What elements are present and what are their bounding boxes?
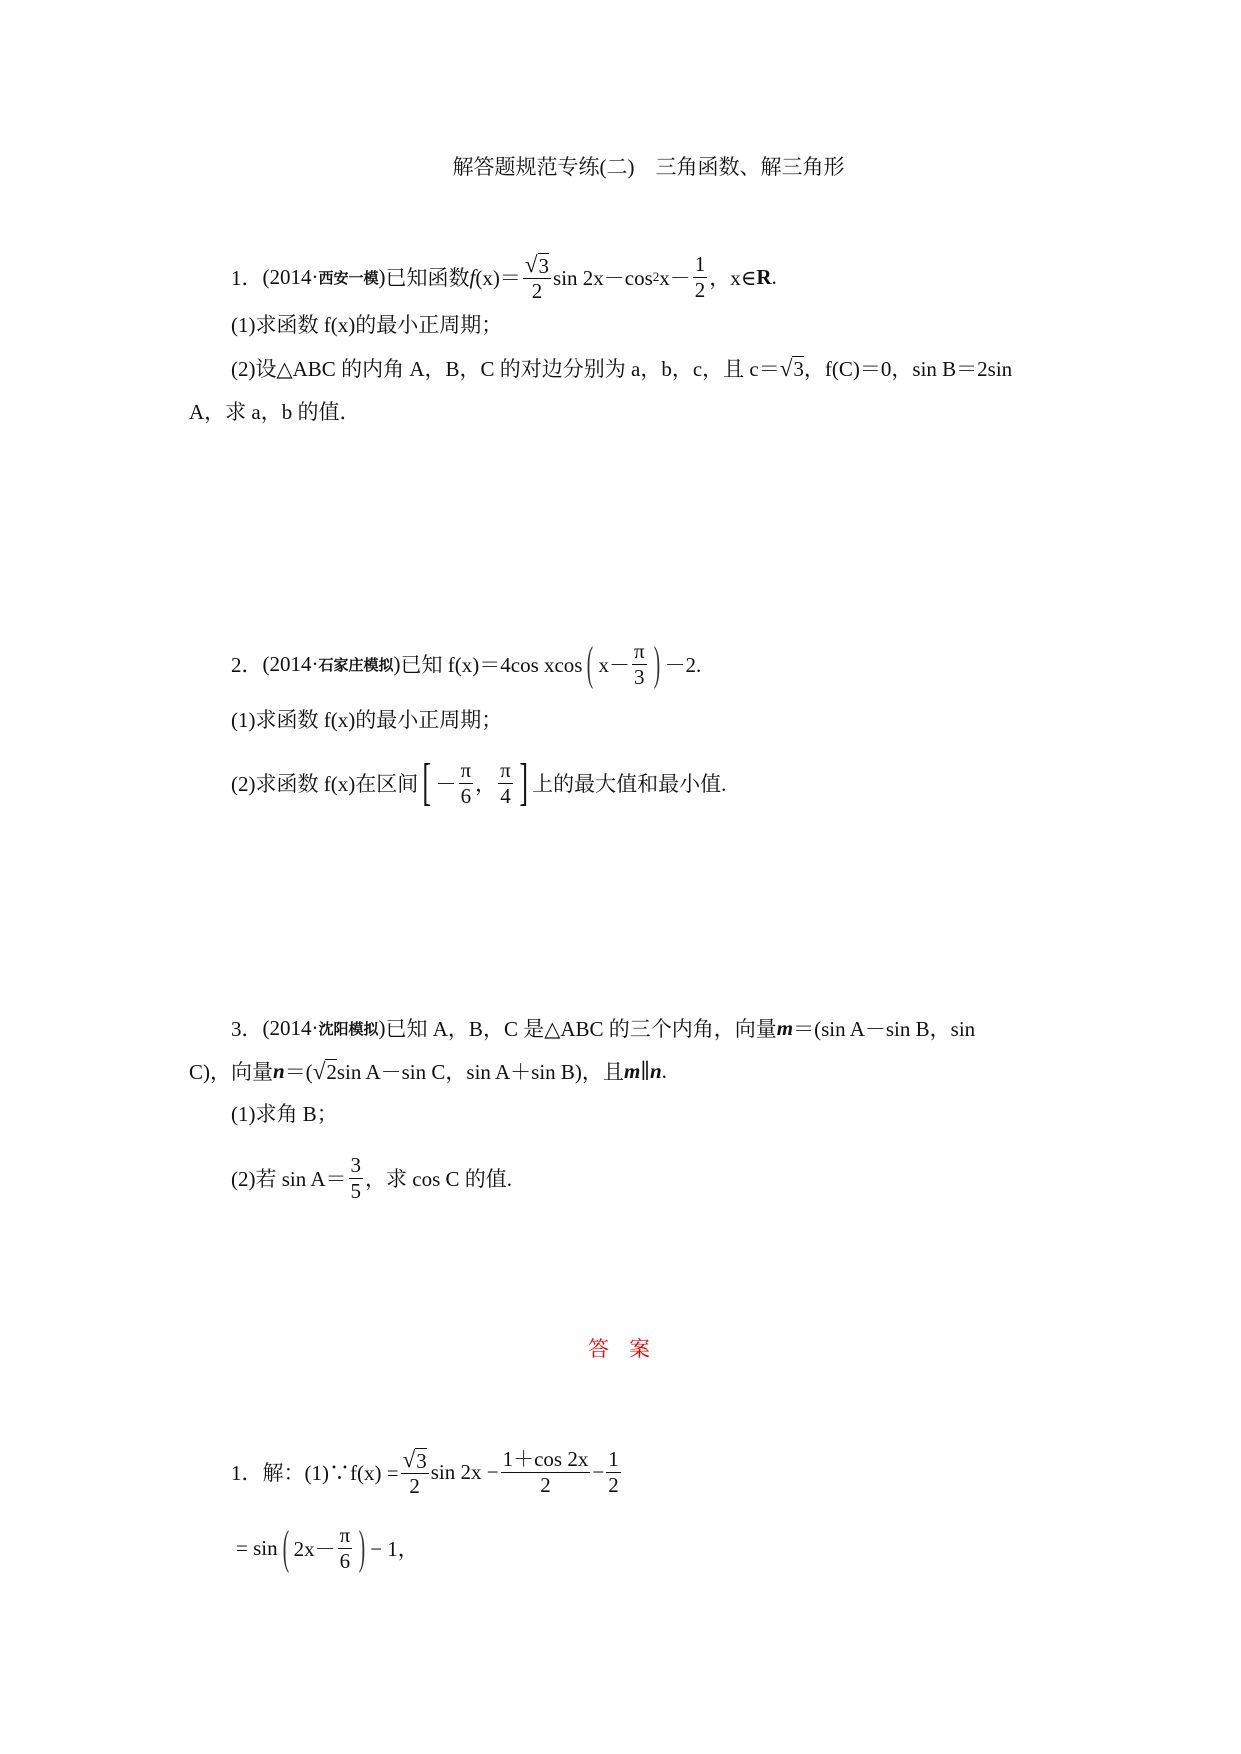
fx: f [469,264,476,289]
question-1-part-2 [231,348,1012,388]
question-1-part-1: (1)求函数 f(x)的最小正周期； [231,313,503,337]
stem-text: 已知函数 [385,266,470,290]
numerator: 1 [694,252,706,277]
answer-1-line-2 [236,1518,419,1578]
numerator: π [339,1523,351,1548]
part2-text-b: ，f(C)＝0，sin B＝2sin [803,357,1013,381]
numerator: π [460,758,472,783]
question-3-part-2 [231,1148,512,1208]
question-source: 西安一模 [318,268,379,287]
question-3-part-1: (1)求角 B； [231,1102,338,1126]
question-1-stem [231,245,777,309]
question-3-stem-cont [189,1051,667,1091]
part2-text: (2)求函数 f(x)在区间 [231,772,419,796]
stem-line2: C)，向量 [189,1060,273,1084]
denominator: 2 [401,1473,429,1498]
stem-text: 已知 f(x)＝4cos xcos [400,653,583,677]
denominator: 6 [339,1548,351,1573]
fraction-3-5 [349,1153,364,1202]
vector-m: m [623,1058,641,1083]
denominator: 4 [500,783,511,808]
numerator: 1＋cos 2x [502,1447,589,1472]
inner: 2x－ [293,1537,336,1561]
answer-heading: 答案 [588,1337,670,1361]
stem-mid2: x－ [659,266,691,290]
stem-tail: ，x∈ [709,266,757,290]
part2-text: (2)若 sin A＝ [231,1167,347,1191]
stem-text: 已知 A，B，C 是△ABC 的三个内角，向量 [385,1017,777,1041]
answer-tail: − 1， [370,1537,419,1561]
stem-line2-c: sin A－sin C，sin A＋sin B)，且 [336,1060,624,1084]
numerator: 3 [350,1153,361,1178]
minus: － [435,772,457,796]
left-paren: ( [587,637,594,690]
fraction-half [606,1447,621,1496]
answer-1-line-1 [231,1440,623,1504]
right-bracket: ] [519,754,528,811]
sqrt-value: 3 [416,1448,427,1473]
left-bracket: [ [422,754,432,811]
answer-mid: sin 2x − [430,1459,499,1484]
source-open: (2014· [262,651,319,676]
question-2-part-2 [231,753,726,813]
part2-text-b: ，求 cos C 的值. [365,1167,512,1191]
numerator: 1 [608,1447,619,1472]
numerator: π [633,639,645,664]
parallel-symbol: ∥ [640,1058,650,1083]
denominator: 2 [540,1472,551,1497]
period: . [771,264,777,289]
stem-text-b: ＝(sin A－sin B，sin [793,1017,976,1041]
stem-line2-b: ＝( [284,1060,313,1084]
numerator: π [500,758,511,783]
question-number: 1． [231,266,263,290]
fraction-pi-6 [459,758,474,807]
part2-text-b: 上的最大值和最小值. [532,772,727,796]
source-close: ) [393,651,401,676]
denominator: 5 [350,1178,361,1203]
fraction-1pluscos [501,1447,591,1496]
source-close: ) [378,264,386,289]
question-1-part-2-cont: A，求 a，b 的值． [189,400,361,424]
reals-symbol: R [756,264,772,289]
vector-n: n [649,1058,662,1083]
question-source: 沈阳模拟 [318,1019,379,1038]
source-open: (2014· [262,264,319,289]
question-3-stem [231,1008,975,1048]
sqrt3: √ 3 [779,354,804,381]
sqrt-value: 3 [793,356,804,381]
fraction-half [693,252,708,301]
denominator: 2 [694,277,706,302]
left-paren: ( [282,1521,289,1574]
exponent: 2 [652,269,660,284]
answer-text: 1．解：(1)∵f(x) = [231,1461,399,1485]
right-paren: ) [653,637,660,690]
sqrt2: √ 2 [312,1057,337,1084]
denominator: 2 [608,1472,619,1497]
minus: − [592,1459,605,1484]
question-number: 2． [231,653,263,677]
fraction-pi-4 [498,758,513,807]
answer-text: = sin [236,1535,278,1560]
question-source: 石家庄模拟 [318,655,394,674]
question-2-part-1: (1)求函数 f(x)的最小正周期； [231,708,503,732]
fraction-sqrt3-over-2: √ 3 2 [524,251,550,303]
period: . [661,1058,667,1083]
stem-tail: －2. [664,653,702,677]
denominator: 6 [460,783,472,808]
question-2-stem [231,634,701,694]
source-open: (2014· [262,1015,319,1040]
question-number: 3． [231,1017,263,1041]
part2-text: (2)设△ABC 的内角 A，B，C 的对边分别为 a，b，c，且 c＝ [231,357,780,381]
denominator: 2 [523,278,551,303]
comma: ， [475,772,497,796]
sqrt-value: 2 [326,1059,337,1084]
page-title: 解答题规范专练(二) 三角函数、解三角形 [452,155,845,179]
fraction-pi-6 [338,1523,353,1572]
right-paren: ) [358,1521,366,1574]
source-close: ) [378,1015,386,1040]
vector-m: m [776,1015,794,1040]
fraction-sqrt3-over-2: √ 3 2 [402,1446,427,1498]
stem-mid: sin 2x－cos [553,266,653,290]
sqrt-value: 3 [538,253,550,278]
eq: (x)＝ [475,266,521,290]
vector-n: n [273,1058,285,1083]
inner: x－ [598,653,630,677]
denominator: 3 [634,664,645,689]
fraction-pi-3 [632,639,647,688]
